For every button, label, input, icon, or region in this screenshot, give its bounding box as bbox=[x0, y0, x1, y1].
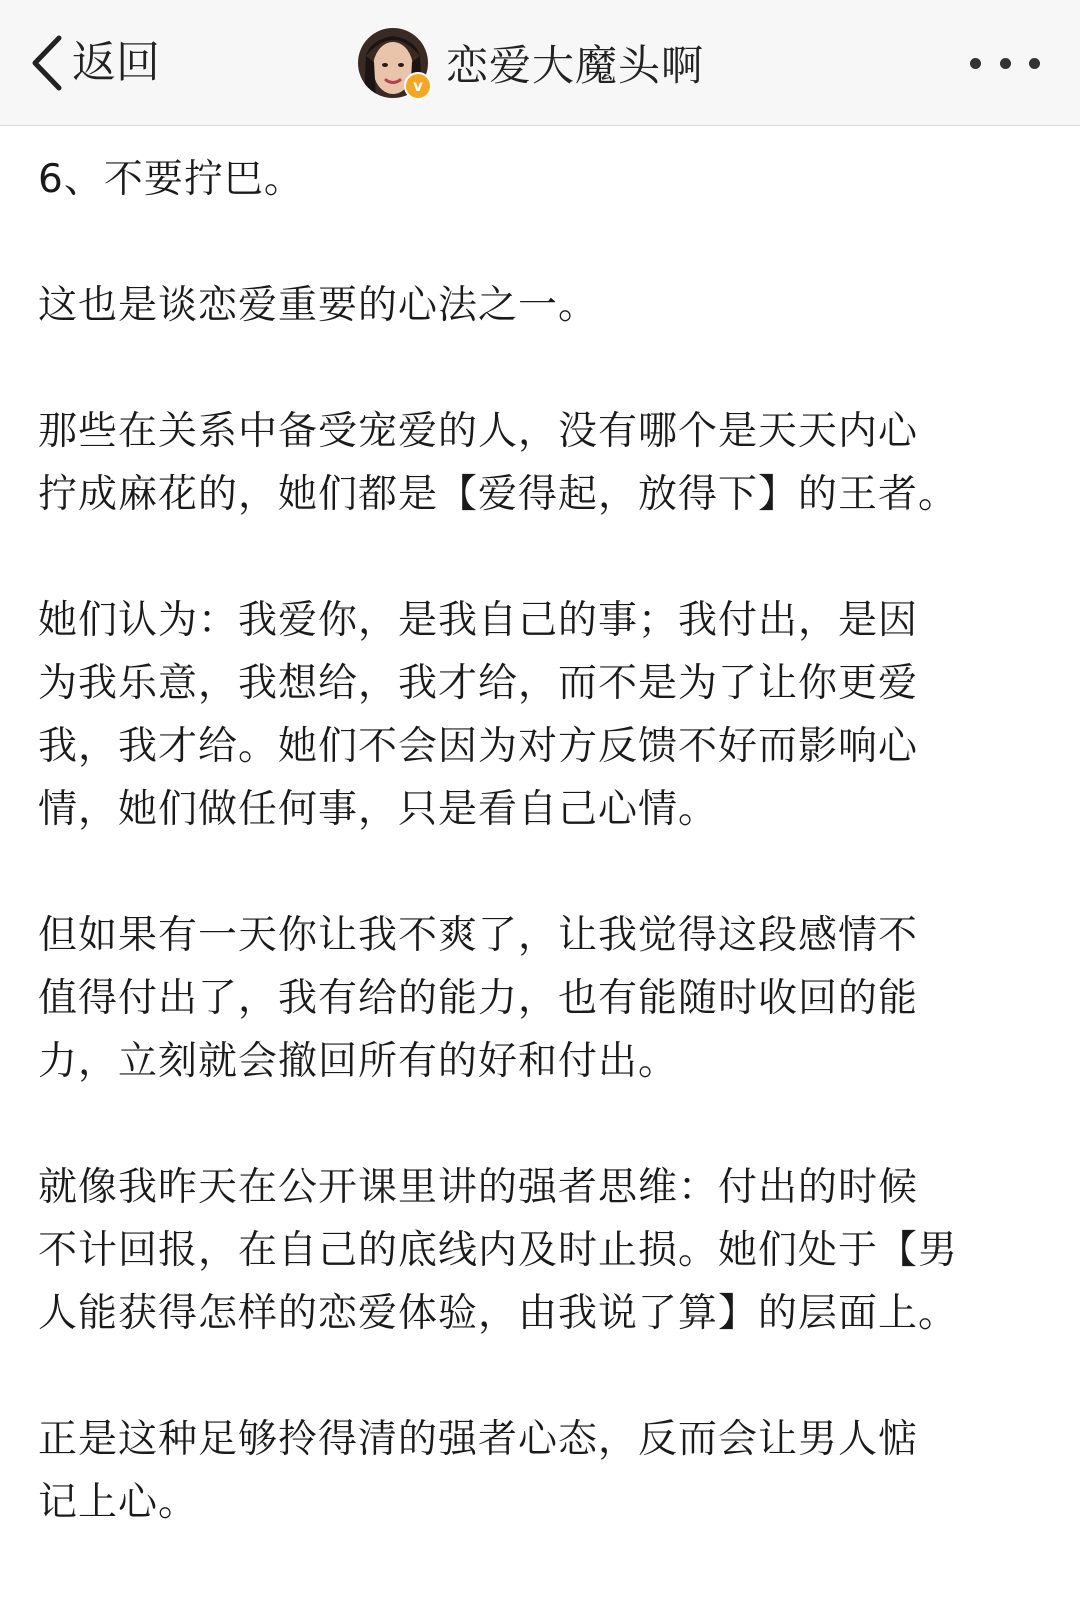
paragraph-line: 值得付出了，我有给的能力，也有能随时收回的能 bbox=[38, 976, 919, 1021]
paragraph-line: 这也是谈恋爱重要的心法之一。 bbox=[38, 283, 599, 328]
paragraph-line: 正是这种足够拎得清的强者心态，反而会让男人惦 bbox=[38, 1417, 919, 1462]
more-options-button[interactable] bbox=[970, 46, 1040, 80]
paragraph-line: 人能获得怎样的恋爱体验，由我说了算】的层面上。 bbox=[38, 1291, 959, 1336]
profile-header[interactable] bbox=[358, 28, 704, 98]
profile-name[interactable]: 恋爱大魔头啊 bbox=[446, 41, 705, 90]
post-paragraph bbox=[38, 400, 1038, 526]
post-body bbox=[38, 148, 1038, 1597]
post-paragraph bbox=[38, 148, 1038, 211]
paragraph-line: 情，她们做任何事，只是看自己心情。 bbox=[38, 787, 719, 832]
back-label: 返回 bbox=[72, 37, 160, 88]
paragraph-line: 不计回报，在自己的底线内及时止损。她们处于【男 bbox=[38, 1228, 959, 1273]
paragraph-line: 就像我昨天在公开课里讲的强者思维：付出的时候 bbox=[38, 1165, 919, 1210]
paragraph-line: 但如果有一天你让我不爽了，让我觉得这段感情不 bbox=[38, 913, 919, 958]
post-paragraph bbox=[38, 274, 1038, 337]
paragraph-line: 她们认为：我爱你，是我自己的事；我付出，是因 bbox=[38, 598, 919, 643]
more-horizontal-icon bbox=[970, 58, 981, 69]
avatar[interactable] bbox=[358, 28, 428, 98]
paragraph-line: 那些在关系中备受宠爱的人，没有哪个是天天内心 bbox=[38, 409, 919, 454]
back-button[interactable] bbox=[30, 30, 160, 96]
top-navigation-bar bbox=[0, 0, 1080, 126]
post-paragraph bbox=[38, 589, 1038, 841]
chevron-left-icon bbox=[30, 35, 64, 91]
post-paragraph bbox=[38, 1408, 1038, 1534]
post-paragraph bbox=[38, 1156, 1038, 1345]
paragraph-line: 为我乐意，我想给，我才给，而不是为了让你更爱 bbox=[38, 661, 919, 706]
paragraph-line: 记上心。 bbox=[38, 1480, 199, 1525]
paragraph-line: 力，立刻就会撤回所有的好和付出。 bbox=[38, 1039, 679, 1084]
paragraph-line: 6、不要拧巴。 bbox=[38, 157, 304, 202]
post-paragraph bbox=[38, 904, 1038, 1093]
verified-badge-icon: v bbox=[404, 72, 432, 100]
paragraph-line: 我，我才给。她们不会因为对方反馈不好而影响心 bbox=[38, 724, 919, 769]
paragraph-line: 拧成麻花的，她们都是【爱得起，放得下】的王者。 bbox=[38, 472, 959, 517]
